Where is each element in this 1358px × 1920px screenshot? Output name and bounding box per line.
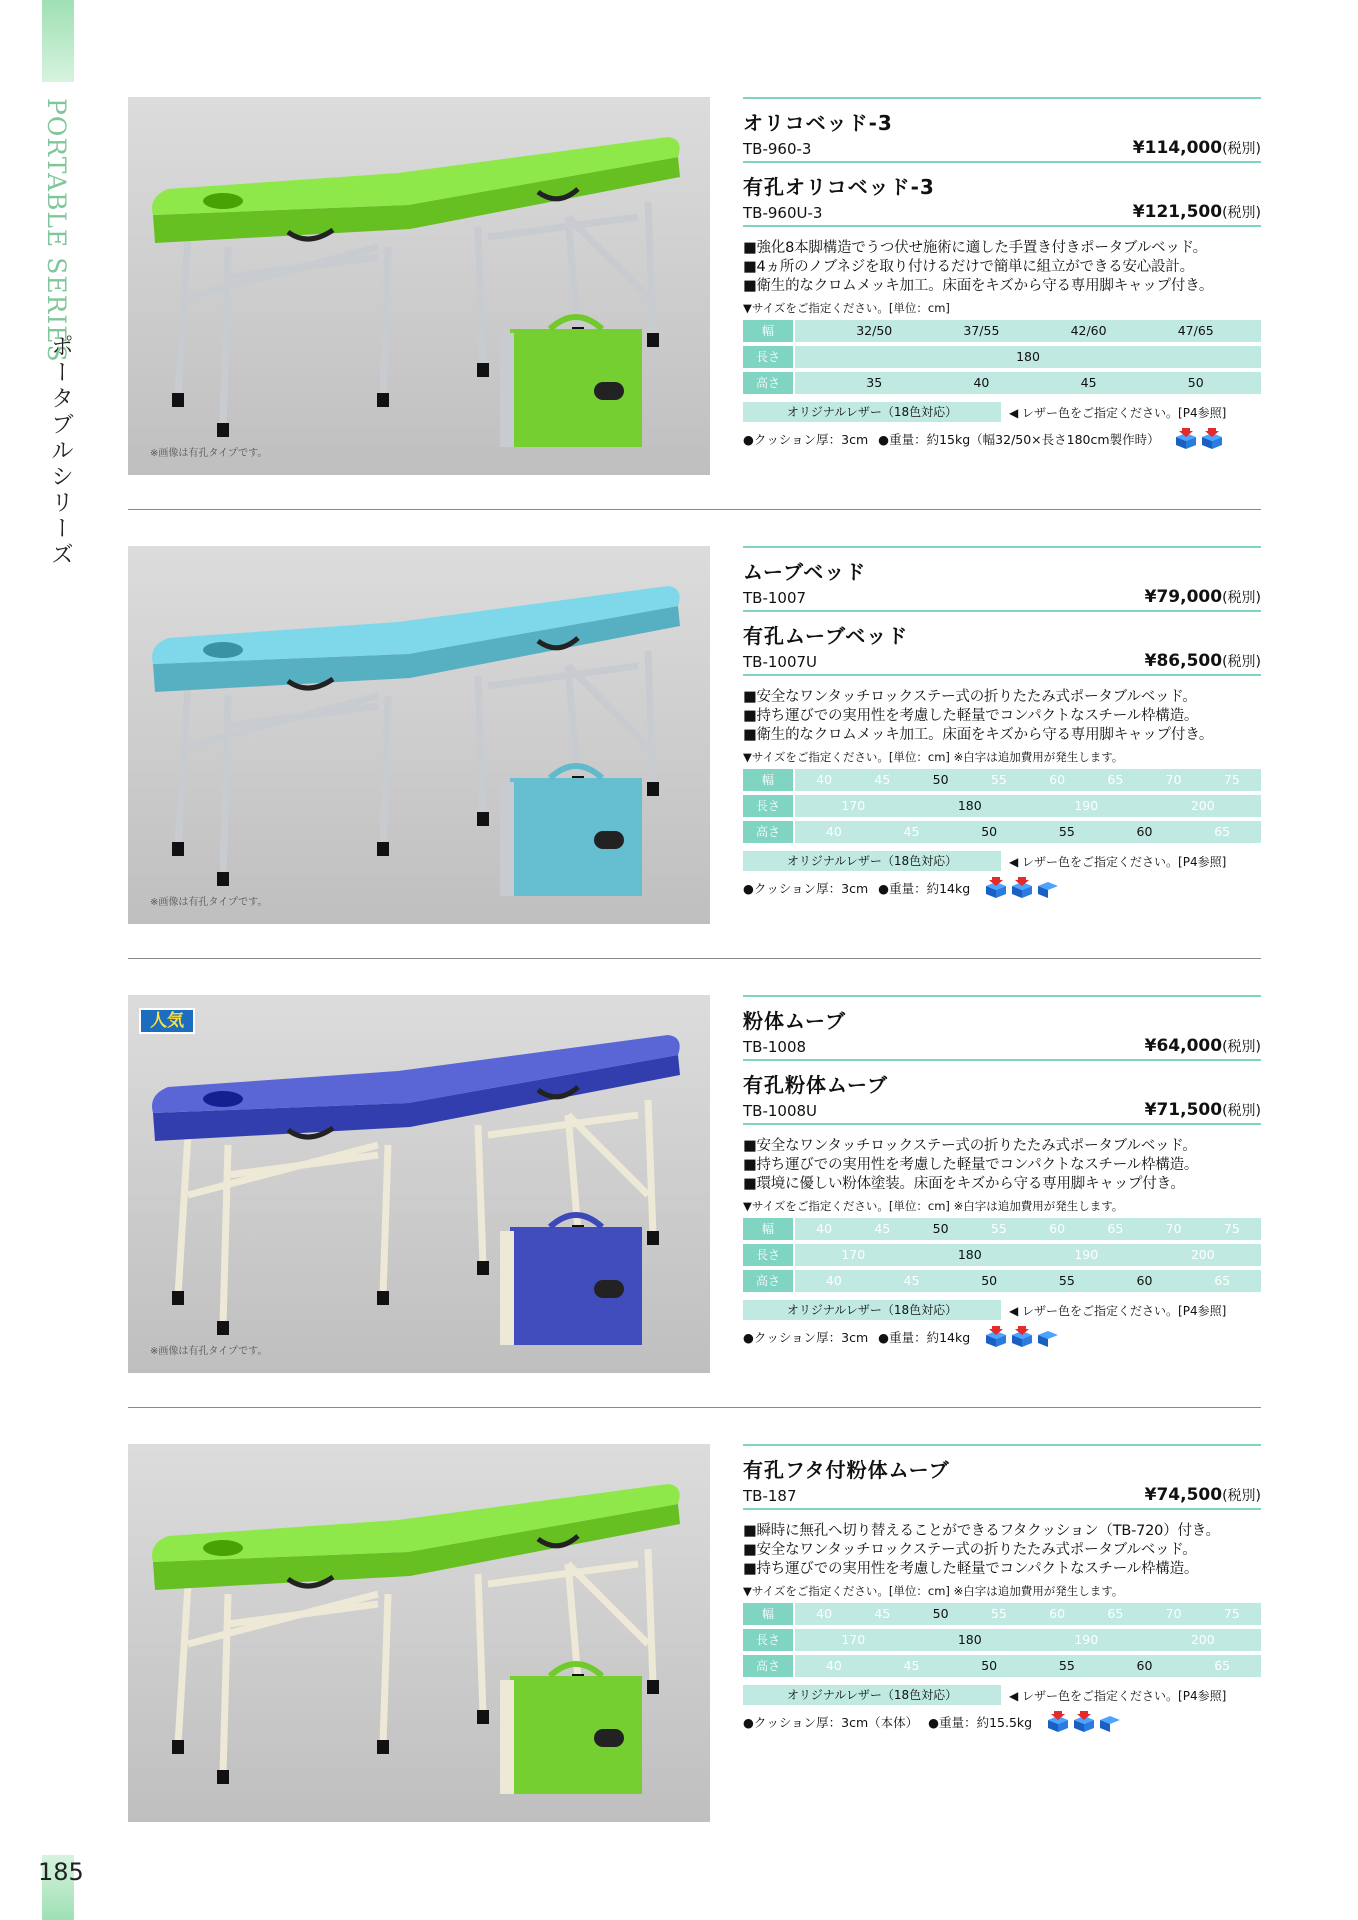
tax-label: (税別) [1222,590,1261,606]
cube-red-arrow-icon [1174,428,1198,450]
product-code: TB-1008 [743,1038,807,1056]
width-row-label: 幅 [743,769,793,791]
product-info [743,1444,1261,1733]
size-cell: 190 [1074,797,1099,813]
size-cell: 60 [1049,1605,1066,1621]
product-name: ムーブベッド [743,560,867,584]
size-cell: 75 [1223,1220,1240,1236]
product-name-row [743,163,1261,200]
product-info [743,995,1261,1348]
length-row-label: 長さ [743,1629,793,1651]
leather-label: オリジナルレザー（18色対応） [743,402,1001,422]
section-divider [128,1407,1261,1408]
spec-row [743,1326,1261,1348]
tax-label: (税別) [1222,141,1261,157]
spec-row [743,1711,1261,1733]
product-code-row [743,1034,1261,1059]
size-cell: 190 [1074,1246,1099,1262]
leather-note: ◀ レザー色をご指定ください。[P4参照] [1009,1303,1227,1318]
size-cell: 45 [1080,374,1097,390]
size-cell: 55 [990,771,1007,787]
size-cell: 200 [1190,1631,1215,1647]
folded-bed [500,317,642,447]
size-cell: 60 [1136,1657,1153,1673]
series-title-en: PORTABLE SERIES [42,98,71,363]
size-cell: 40 [816,1605,833,1621]
product-photo [128,1444,710,1822]
description-line: ■持ち運びでの実用性を考慮した軽量でコンパクトなスチール枠構造。 [743,708,1199,724]
size-cell: 70 [1165,1220,1182,1236]
description-line: ■衛生的なクロムメッキ加工。床面をキズから守る専用脚キャップ付き。 [743,727,1214,743]
product-price [1133,202,1261,222]
tax-label: (税別) [1222,1103,1261,1119]
product-info [743,97,1261,450]
spec-text: ●クッション厚：3cm（本体） [743,1715,919,1730]
description-line: ■安全なワンタッチロックステー式の折りたたみ式ポータブルベッド。 [743,1542,1197,1558]
size-cell: 70 [1165,771,1182,787]
product-code-row [743,1098,1261,1123]
size-cell: 60 [1136,1272,1153,1288]
spec-row [743,877,1261,899]
height-row-cells [795,821,1261,843]
size-cell: 200 [1190,797,1215,813]
spec-text: ●重量：約15.5kg [928,1715,1033,1730]
product-code-row [743,136,1261,161]
description-line: ■衛生的なクロムメッキ加工。床面をキズから守る専用脚キャップ付き。 [743,278,1214,294]
size-cell: 55 [990,1605,1007,1621]
product-code-row [743,585,1261,610]
product-name-row [743,612,1261,649]
description-line: ■持ち運びでの実用性を考慮した軽量でコンパクトなスチール枠構造。 [743,1561,1199,1577]
product-name-row [743,1061,1261,1098]
product-price [1145,1036,1261,1056]
leather-row [743,1299,1261,1321]
size-cell: 170 [841,797,866,813]
size-cell: 50 [932,1220,949,1236]
photo-caption: ※画像は有孔タイプです。 [150,448,268,459]
size-cell: 170 [841,1246,866,1262]
product-code-row [743,1483,1261,1508]
size-cell: 65 [1107,1605,1124,1621]
size-cell: 55 [1058,823,1075,839]
description-line: ■強化8本脚構造でうつ伏せ施術に適した手置き付きポータブルベッド。 [743,240,1207,256]
spec-text: ●クッション厚：3cm [743,881,869,896]
description-line: ■持ち運びでの実用性を考慮した軽量でコンパクトなスチール枠構造。 [743,1157,1199,1173]
product-section [128,1444,1261,1824]
price-value: ¥71,500 [1144,1100,1223,1120]
product-name-row [743,997,1261,1034]
width-row-cells [795,769,1261,791]
price-value: ¥121,500 [1132,202,1223,222]
leather-label: オリジナルレザー（18色対応） [743,1685,1001,1705]
size-cell: 75 [1223,771,1240,787]
size-cell: 37/55 [963,322,1000,338]
photo-caption: ※画像は有孔タイプです。 [150,1346,268,1357]
spec-text: ●クッション厚：3cm [743,432,869,447]
size-cell: 65 [1107,1220,1124,1236]
height-row-cells [795,1655,1261,1677]
length-row-cells [795,346,1261,368]
product-name: 有孔ムーブベッド [743,624,909,648]
size-cell: 40 [816,771,833,787]
sidebar-accent-top [42,0,74,82]
size-note: ▼サイズをご指定ください。[単位：cm] ※白字は追加費用が発生します。 [743,1584,1124,1598]
leather-note: ◀ レザー色をご指定ください。[P4参照] [1009,1688,1227,1703]
feature-icons [984,877,1060,899]
product-name-row [743,548,1261,585]
size-cell: 50 [1187,374,1204,390]
page-number: 185 [38,1858,84,1886]
spec-text: ●重量：約14kg [878,1330,971,1345]
width-row-cells [795,320,1261,342]
width-row-label: 幅 [743,1603,793,1625]
width-row [743,767,1261,792]
product-section [128,97,1261,477]
spec-row [743,428,1261,450]
cube-red-arrow-icon [1010,877,1034,899]
product-name: 粉体ムーブ [743,1009,846,1033]
product-name: オリコベッド-3 [743,111,893,135]
width-row-cells [795,1603,1261,1625]
product-photo [128,995,710,1373]
cube-red-arrow-icon [1046,1711,1070,1733]
size-cell: 190 [1074,1631,1099,1647]
size-cell: 32/50 [856,322,893,338]
height-row [743,1653,1261,1678]
size-cell: 55 [990,1220,1007,1236]
size-cell: 45 [903,1657,920,1673]
height-row-cells [795,1270,1261,1292]
size-cell: 65 [1214,1272,1231,1288]
leather-note: ◀ レザー色をご指定ください。[P4参照] [1009,854,1227,869]
size-cell: 40 [825,1657,842,1673]
product-code: TB-1008U [743,1102,818,1120]
product-code: TB-960U-3 [743,204,823,222]
height-row-cells [795,372,1261,394]
description-line: ■瞬時に無孔へ切り替えることができるフタクッション（TB-720）付き。 [743,1523,1220,1539]
size-cell: 65 [1107,771,1124,787]
product-code-row [743,200,1261,225]
series-title-jp: ポータブルシリーズ [47,334,73,568]
size-cell: 60 [1049,1220,1066,1236]
width-row-label: 幅 [743,1218,793,1240]
product-name: 有孔オリコベッド-3 [743,175,935,199]
width-row [743,318,1261,343]
size-cell: 42/60 [1070,322,1107,338]
product-photo [128,97,710,475]
cube-red-arrow-icon [1010,1326,1034,1348]
product-price [1133,138,1261,158]
popular-badge: 人気 [139,1008,195,1034]
length-row-cells [795,795,1261,817]
leather-label: オリジナルレザー（18色対応） [743,1300,1001,1320]
size-table [743,1601,1261,1678]
width-row [743,1216,1261,1241]
size-cell: 180 [957,1246,982,1262]
product-info [743,546,1261,899]
price-value: ¥86,500 [1144,651,1223,671]
product-code: TB-960-3 [743,140,812,158]
feature-icons [1046,1711,1122,1733]
size-cell: 65 [1214,1657,1231,1673]
leather-row [743,850,1261,872]
product-description [743,1522,1261,1579]
size-table [743,318,1261,395]
size-cell: 180 [957,797,982,813]
product-name-row [743,1446,1261,1483]
height-row-label: 高さ [743,1655,793,1677]
product-section [128,995,1261,1375]
price-value: ¥74,500 [1144,1485,1223,1505]
folded-bed [500,1215,642,1345]
tax-label: (税別) [1222,205,1261,221]
folded-bed [500,1664,642,1794]
size-table [743,1216,1261,1293]
size-cell: 40 [825,1272,842,1288]
size-cell: 180 [957,1631,982,1647]
feature-icons [984,1326,1060,1348]
product-code: TB-187 [743,1487,797,1505]
description-line: ■安全なワンタッチロックステー式の折りたたみ式ポータブルベッド。 [743,1138,1197,1154]
product-code: TB-1007 [743,589,807,607]
product-description [743,688,1261,745]
cube-half-icon [1036,1326,1060,1348]
price-value: ¥79,000 [1144,587,1223,607]
size-cell: 60 [1049,771,1066,787]
size-table [743,767,1261,844]
product-code: TB-1007U [743,653,818,671]
size-cell: 180 [1016,348,1040,364]
size-cell: 45 [903,823,920,839]
size-cell: 50 [981,823,998,839]
leather-label: オリジナルレザー（18色対応） [743,851,1001,871]
product-name: 有孔粉体ムーブ [743,1073,888,1097]
size-cell: 40 [816,1220,833,1236]
size-note: ▼サイズをご指定ください。[単位：cm] ※白字は追加費用が発生します。 [743,1199,1124,1213]
size-cell: 50 [981,1657,998,1673]
leather-row [743,1684,1261,1706]
size-cell: 50 [932,1605,949,1621]
length-row-label: 長さ [743,1244,793,1266]
size-note: ▼サイズをご指定ください。[単位：cm] ※白字は追加費用が発生します。 [743,750,1124,764]
product-price [1145,1100,1261,1120]
feature-icons [1174,428,1224,450]
product-name: 有孔フタ付粉体ムーブ [743,1458,950,1482]
width-row-label: 幅 [743,320,793,342]
product-name-row [743,99,1261,136]
tax-label: (税別) [1222,1039,1261,1055]
price-value: ¥114,000 [1132,138,1223,158]
size-cell: 45 [874,1220,891,1236]
size-cell: 40 [825,823,842,839]
description-line: ■4ヵ所のノブネジを取り付けるだけで簡単に組立ができる安心設計。 [743,259,1194,275]
photo-caption: ※画像は有孔タイプです。 [150,897,268,908]
height-row [743,1268,1261,1293]
cube-half-icon [1098,1711,1122,1733]
size-cell: 40 [973,374,990,390]
product-price [1145,651,1261,671]
width-row-cells [795,1218,1261,1240]
product-price [1145,587,1261,607]
size-cell: 60 [1136,823,1153,839]
description-line: ■安全なワンタッチロックステー式の折りたたみ式ポータブルベッド。 [743,689,1197,705]
divider-rule [743,1123,1261,1125]
length-row-label: 長さ [743,795,793,817]
size-cell: 45 [903,1272,920,1288]
size-note: ▼サイズをご指定ください。[単位：cm] [743,301,950,315]
section-divider [128,958,1261,959]
height-row [743,370,1261,395]
size-cell: 55 [1058,1272,1075,1288]
size-cell: 50 [932,771,949,787]
length-row [743,344,1261,369]
spec-text: ●クッション厚：3cm [743,1330,869,1345]
tax-label: (税別) [1222,1488,1261,1504]
cube-red-arrow-icon [1200,428,1224,450]
divider-rule [743,225,1261,227]
size-cell: 65 [1214,823,1231,839]
product-code-row [743,649,1261,674]
cube-red-arrow-icon [1072,1711,1096,1733]
height-row-label: 高さ [743,372,793,394]
spec-text: ●重量：約14kg [878,881,971,896]
folded-bed [500,766,642,896]
description-line: ■環境に優しい粉体塗装。床面をキズから守る専用脚キャップ付き。 [743,1176,1185,1192]
cube-red-arrow-icon [984,877,1008,899]
size-cell: 200 [1190,1246,1215,1262]
width-row [743,1601,1261,1626]
size-cell: 170 [841,1631,866,1647]
leather-note: ◀ レザー色をご指定ください。[P4参照] [1009,405,1227,420]
length-row-cells [795,1244,1261,1266]
size-cell: 70 [1165,1605,1182,1621]
price-value: ¥64,000 [1144,1036,1223,1056]
leather-row [743,401,1261,423]
size-cell: 55 [1058,1657,1075,1673]
cube-red-arrow-icon [984,1326,1008,1348]
height-row-label: 高さ [743,1270,793,1292]
length-row-cells [795,1629,1261,1651]
tax-label: (税別) [1222,654,1261,670]
size-cell: 45 [874,771,891,787]
height-row [743,819,1261,844]
divider-rule [743,1508,1261,1510]
size-cell: 47/65 [1177,322,1214,338]
size-cell: 45 [874,1605,891,1621]
length-row-label: 長さ [743,346,793,368]
size-cell: 50 [981,1272,998,1288]
section-divider [128,509,1261,510]
size-cell: 75 [1223,1605,1240,1621]
product-photo [128,546,710,924]
spec-text: ●重量：約15kg（幅32/50×長さ180cm製作時） [878,432,1160,447]
product-price [1145,1485,1261,1505]
size-cell: 35 [866,374,883,390]
product-description [743,1137,1261,1194]
length-row [743,1627,1261,1652]
length-row [743,793,1261,818]
length-row [743,1242,1261,1267]
height-row-label: 高さ [743,821,793,843]
cube-half-icon [1036,877,1060,899]
divider-rule [743,674,1261,676]
product-section [128,546,1261,926]
product-description [743,239,1261,296]
